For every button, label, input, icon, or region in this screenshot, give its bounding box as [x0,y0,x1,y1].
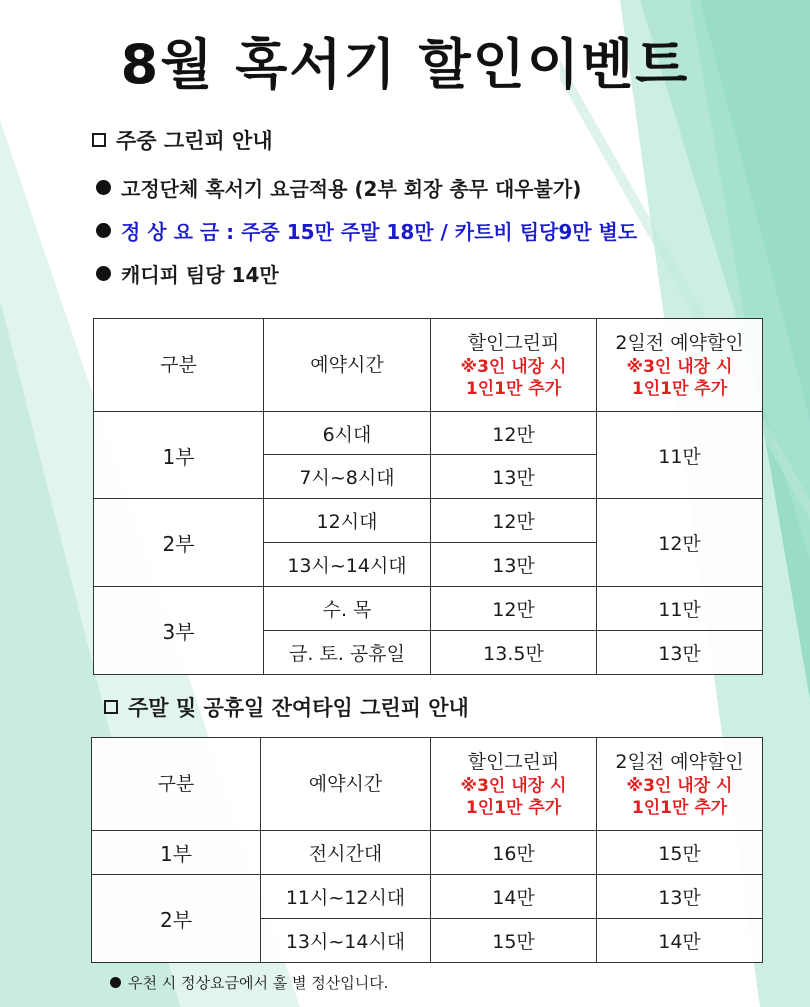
checkbox-square-icon [92,133,106,147]
time-cell: 12시대 [264,499,431,543]
fee-cell: 12만 [431,412,597,455]
early-fee-cell: 13만 [597,875,763,919]
bullet-item [96,216,637,245]
fee-cell: 15만 [431,919,597,963]
part-cell: 2부 [94,499,264,587]
footnote [110,972,388,993]
table-row [94,499,763,543]
header-early-booking: 2일전 예약할인 ※3인 내장 시 1인1만 추가 [597,319,763,412]
fee-cell: 14만 [431,875,597,919]
time-cell: 수. 목 [264,587,431,631]
time-cell: 전시간대 [261,831,431,875]
early-fee-cell: 12만 [597,499,763,587]
bullet-text: 캐디피 팀당 14만 [121,263,279,287]
part-cell: 2부 [92,875,261,963]
early-fee-cell: 13만 [597,631,763,675]
header-note: 1인1만 추가 [465,798,562,818]
fee-cell: 13만 [431,455,597,499]
fee-cell: 12만 [431,499,597,543]
fee-cell: 13.5만 [431,631,597,675]
header-time: 예약시간 [261,738,431,831]
bullet-text: 고정단체 혹서기 요금적용 (2부 회장 총무 대우불가) [121,177,582,201]
section1-heading [92,125,273,155]
fee-cell: 13만 [431,543,597,587]
time-cell: 13시~14시대 [261,919,431,963]
checkbox-square-icon [104,700,118,714]
header-discount-fee: 할인그린피 ※3인 내장 시 1인1만 추가 [431,738,597,831]
header-note: 1인1만 추가 [465,379,562,399]
section1-heading-label: 주중 그린피 안내 [116,129,273,153]
table-row [92,875,763,919]
header-note: ※3인 내장 시 [626,776,733,796]
early-fee-cell: 15만 [597,831,763,875]
header-category: 구분 [92,738,261,831]
bullet-dot-icon [96,266,111,281]
header-note: ※3인 내장 시 [626,357,733,377]
table-row [94,412,763,455]
footnote-text: 우천 시 정상요금에서 홀 별 정산입니다. [128,974,389,992]
bullet-item [96,173,581,202]
bullet-item [96,259,279,288]
weekend-fee-table [91,737,763,963]
section2-heading [104,692,469,722]
header-category: 구분 [94,319,264,412]
part-cell: 3부 [94,587,264,675]
table-row [92,831,763,875]
part-cell: 1부 [94,412,264,499]
fee-cell: 12만 [431,587,597,631]
time-cell: 13시~14시대 [264,543,431,587]
header-note: ※3인 내장 시 [460,357,567,377]
time-cell: 7시~8시대 [264,455,431,499]
weekday-fee-table [93,318,763,675]
table-row [94,587,763,631]
header-note: ※3인 내장 시 [460,776,567,796]
header-discount-fee: 할인그린피 ※3인 내장 시 1인1만 추가 [431,319,597,412]
part-cell: 1부 [92,831,261,875]
early-fee-cell: 11만 [597,412,763,499]
bullet-dot-icon [110,977,121,988]
early-fee-cell: 11만 [597,587,763,631]
bullet-text: 정 상 요 금 : 주중 15만 주말 18만 / 카트비 팀당9만 별도 [121,220,638,244]
bullet-dot-icon [96,223,111,238]
page-title: 8월 혹서기 할인이벤트 [120,33,690,96]
time-cell: 금. 토. 공휴일 [264,631,431,675]
fee-cell: 16만 [431,831,597,875]
header-time: 예약시간 [264,319,431,412]
table-header-row [94,319,763,412]
bullet-dot-icon [96,180,111,195]
header-note: 1인1만 추가 [631,379,728,399]
time-cell: 11시~12시대 [261,875,431,919]
section2-heading-label: 주말 및 공휴일 잔여타임 그린피 안내 [128,696,469,720]
header-note: 1인1만 추가 [631,798,728,818]
early-fee-cell: 14만 [597,919,763,963]
header-early-booking: 2일전 예약할인 ※3인 내장 시 1인1만 추가 [597,738,763,831]
time-cell: 6시대 [264,412,431,455]
table-header-row [92,738,763,831]
